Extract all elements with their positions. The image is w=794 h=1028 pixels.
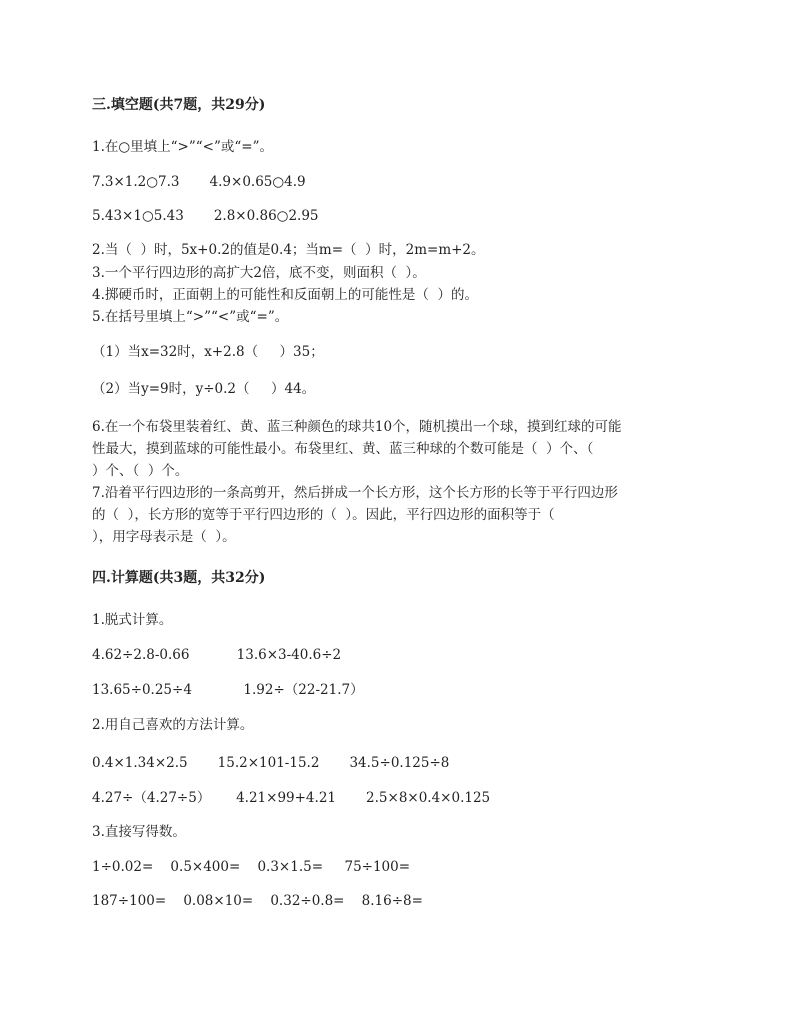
q7-line2: 的（ ），长方形的宽等于平行四边形的（ ）。因此，平行四边形的面积等于（: [92, 507, 555, 523]
q7-line3: ），用字母表示是（ ）。: [92, 529, 236, 545]
calc3-title: 3.直接写得数。: [92, 824, 186, 840]
section3-heading: 三.填空题(共7题，共29分): [92, 97, 266, 113]
calc1-row2: 13.65÷0.25÷4 1.92÷（22-21.7）: [92, 682, 364, 698]
q4-text: 4.掷硬币时，正面朝上的可能性和反面朝上的可能性是（ ）的。: [92, 287, 478, 303]
calc3-row1: 1÷0.02= 0.5×400= 0.3×1.5= 75÷100=: [92, 859, 411, 875]
calc1-title: 1.脱式计算。: [92, 612, 173, 628]
q1-row1: 7.3×1.2○7.3 4.9×0.65○4.9: [92, 174, 306, 190]
q5-item1: （1）当x=32时，x+2.8（ ）35；: [92, 344, 324, 360]
q1-title: 1.在○里填上“>”“<”或“=”。: [92, 139, 274, 155]
q2-text: 2.当（ ）时，5x+0.2的值是0.4；当m=（ ）时，2m=m+2。: [92, 242, 485, 258]
calc2-row1: 0.4×1.34×2.5 15.2×101-15.2 34.5÷0.125÷8: [92, 755, 450, 771]
calc3-row2: 187÷100= 0.08×10= 0.32÷0.8= 8.16÷8=: [92, 893, 423, 909]
q7-line1: 7.沿着平行四边形的一条高剪开，然后拼成一个长方形，这个长方形的长等于平行四边形: [92, 485, 618, 501]
q6-line2: 性最大，摸到蓝球的可能性最小。布袋里红、黄、蓝三种球的个数可能是（ ）个、（: [92, 441, 594, 457]
q5-item2: （2）当y=9时，y÷0.2（ ）44。: [92, 381, 316, 397]
q6-line1: 6.在一个布袋里装着红、黄、蓝三种颜色的球共10个，随机摸出一个球，摸到红球的可能: [92, 419, 622, 435]
calc2-title: 2.用自己喜欢的方法计算。: [92, 717, 254, 733]
calc1-row1: 4.62÷2.8-0.66 13.6×3-40.6÷2: [92, 647, 342, 663]
q3-text: 3.一个平行四边形的高扩大2倍，底不变，则面积（ ）。: [92, 265, 426, 281]
q1-row2: 5.43×1○5.43 2.8×0.86○2.95: [92, 208, 319, 224]
calc2-row2: 4.27÷（4.27÷5） 4.21×99+4.21 2.5×8×0.4×0.125: [92, 790, 491, 806]
q6-line3: ）个、（ ）个。: [92, 463, 189, 479]
q5-title: 5.在括号里填上“>”“<”或“=”。: [92, 309, 289, 325]
section4-heading: 四.计算题(共3题，共32分): [92, 570, 266, 586]
